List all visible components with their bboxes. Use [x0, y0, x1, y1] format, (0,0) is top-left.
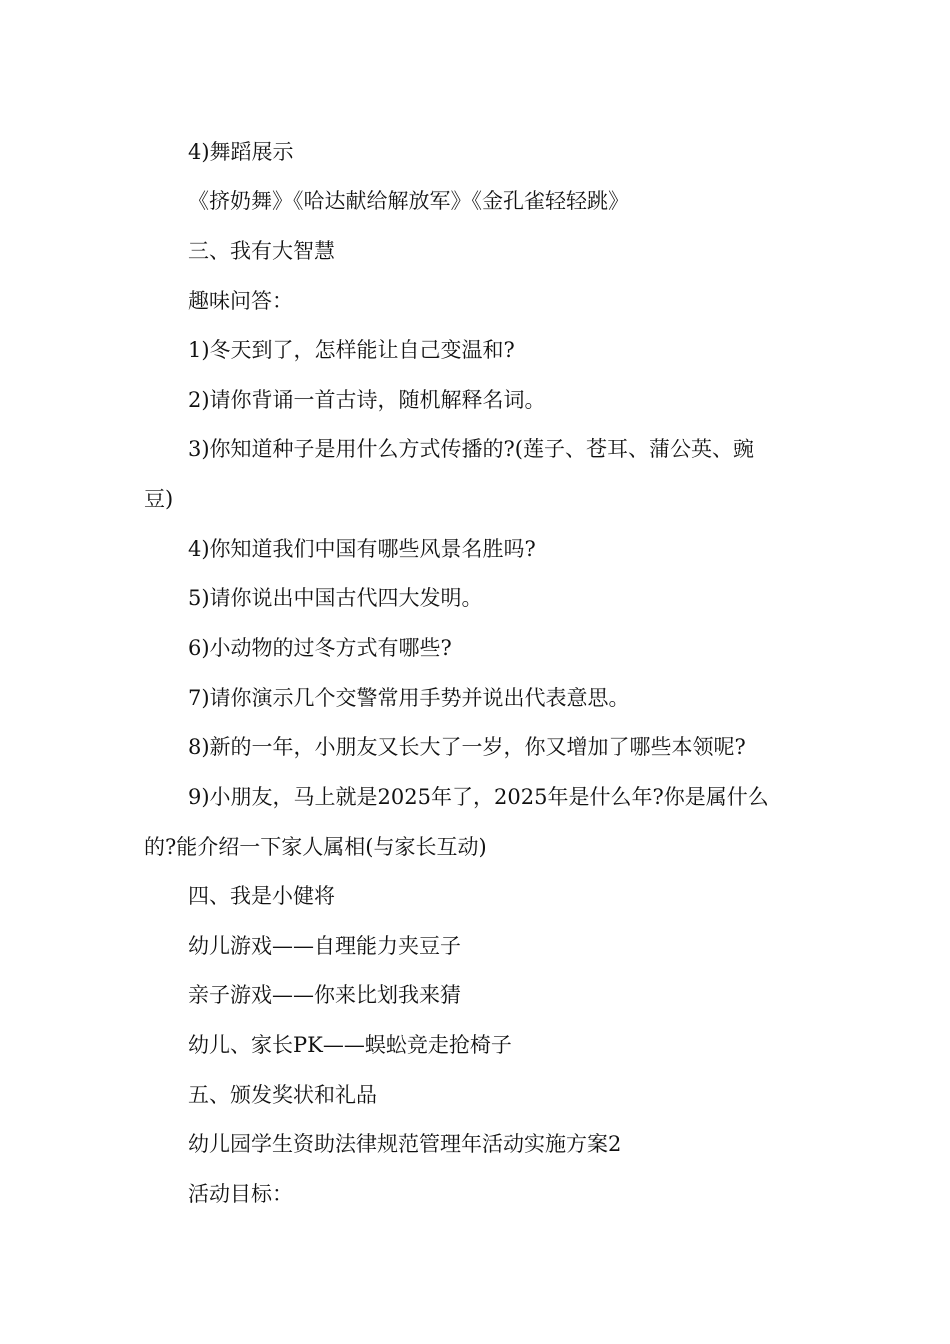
text-line: 亲子游戏——你来比划我来猜 — [188, 983, 461, 1007]
text-line: 《挤奶舞》《哈达献给解放军》《金孔雀轻轻跳》 — [188, 189, 629, 213]
question-item: 8)新的一年，小朋友又长大了一岁，你又增加了哪些本领呢? — [188, 735, 746, 759]
text-line: 活动目标： — [188, 1182, 293, 1206]
section-heading: 三、我有大智慧 — [188, 239, 335, 263]
question-item: 1)冬天到了，怎样能让自己变温和? — [188, 338, 515, 362]
question-item: 5)请你说出中国古代四大发明。 — [188, 586, 483, 610]
question-item: 2)请你背诵一首古诗，随机解释名词。 — [188, 388, 546, 412]
text-line: 4)舞蹈展示 — [188, 140, 294, 164]
question-item-continuation: 豆) — [144, 487, 174, 511]
question-item: 6)小动物的过冬方式有哪些? — [188, 636, 452, 660]
question-item-continuation: 的?能介绍一下家人属相(与家长互动) — [144, 835, 487, 859]
text-line: 趣味问答： — [188, 289, 293, 313]
document-title: 幼儿园学生资助法律规范管理年活动实施方案2 — [188, 1132, 622, 1156]
question-item: 9)小朋友，马上就是2025年了，2025年是什么年?你是属什么 — [188, 785, 769, 809]
question-item: 7)请你演示几个交警常用手势并说出代表意思。 — [188, 686, 630, 710]
text-line: 幼儿、家长PK——蜈蚣竞走抢椅子 — [188, 1033, 512, 1057]
section-heading: 四、我是小健将 — [188, 884, 335, 908]
question-item: 3)你知道种子是用什么方式传播的?(莲子、苍耳、蒲公英、豌 — [188, 437, 755, 461]
text-line: 幼儿游戏——自理能力夹豆子 — [188, 934, 461, 958]
question-item: 4)你知道我们中国有哪些风景名胜吗? — [188, 537, 536, 561]
section-heading: 五、颁发奖状和礼品 — [188, 1083, 377, 1107]
